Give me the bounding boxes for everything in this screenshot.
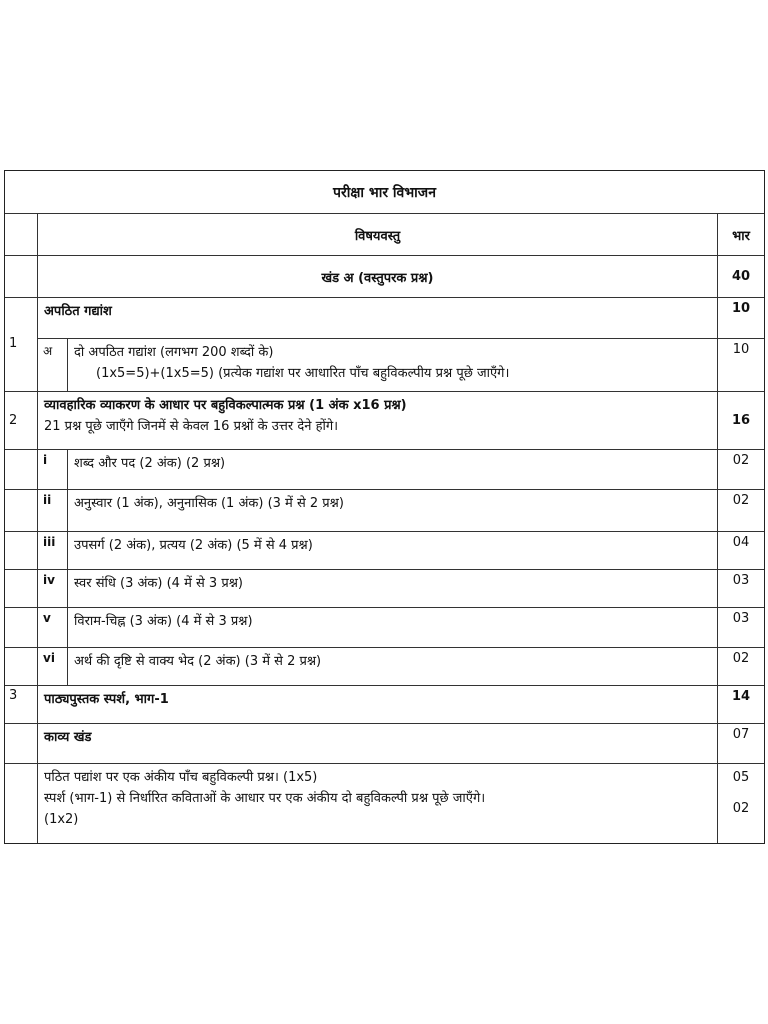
q1-sub-line2: (1x5=5)+(1x5=5) (प्रत्येक गद्यांश पर आधारित पाँच बहुविकल्पीय प्रश्न पूछे जाएँगे। [96,366,510,381]
q2-item-weight: 02 [732,453,750,468]
q2-row [5,391,764,449]
q3-kavya-row [5,723,764,763]
q1-body [38,298,764,391]
q3-weight: 14 [731,689,751,704]
q2-subtitle: 21 प्रश्न पूछे जाएँगे जिनमें से केवल 16 प्रश्नों के उत्तर देने होंगे। [44,419,339,434]
q3-detail-row [5,763,764,843]
q3-line2-weight: 02 [732,801,750,816]
q2-item-weight: 03 [732,611,750,626]
q3-line1-weight: 05 [732,770,750,785]
q2-number: 2 [5,392,38,449]
section-a-row [5,255,764,297]
q3-line3: (1x2) [44,812,79,827]
q2-item-weight: 02 [732,493,750,508]
q2-item-row [5,531,764,569]
q3-kavya-weight: 07 [732,727,750,742]
q2-item-blank [5,570,38,607]
q1-number: 1 [5,298,38,391]
q3-number: 3 [5,686,38,723]
q2-item-num: ii [38,490,68,531]
q2-item-weight: 04 [732,535,750,550]
q2-text [38,392,718,449]
q1-weight: 10 [731,301,751,316]
q1-sub-line1: दो अपठित गद्यांश (लगभग 200 शब्दों के) [74,345,274,360]
table-title-row [5,171,764,213]
q3-line2: स्पर्श (भाग-1) से निर्धारित कविताओं के आधार पर एक अंकीय दो बहुविकल्पी प्रश्न पूछे जाएँगे। [44,791,486,806]
q2-item-row [5,489,764,531]
q1-sub [38,339,718,391]
q3-detail-blank [5,764,38,843]
section-a-num-cell [5,256,38,297]
table-title: परीक्षा भार विभाजन [333,184,436,201]
q2-item-num: vi [38,648,68,685]
header-num-cell [5,214,38,255]
q3-detail-text [38,764,718,843]
q2-item-num: v [38,608,68,647]
q2-item-num: i [38,450,68,489]
q2-item-blank [5,608,38,647]
q2-item-text: उपसर्ग (2 अंक), प्रत्यय (2 अंक) (5 में से 4 प्रश्न) [74,538,313,553]
q2-item-row [5,647,764,685]
q2-item-text: अनुस्वार (1 अंक), अनुनासिक (1 अंक) (3 में से 2 प्रश्न) [74,496,344,511]
q2-weight: 16 [731,413,751,428]
q1-title: अपठित गद्यांश [38,298,718,338]
q2-item-text: अर्थ की दृष्टि से वाक्य भेद (2 अंक) (3 में से 2 प्रश्न) [74,654,322,669]
q2-item-num: iii [38,532,68,569]
q3-detail-weights [718,764,764,843]
section-a-weight: 40 [731,269,751,284]
q2-item-text: स्वर संधि (3 अंक) (4 में से 3 प्रश्न) [74,576,243,591]
q1-sub-row [38,339,764,391]
q1-sub-weight: 10 [732,342,750,357]
q1-sub-num: अ [38,339,68,391]
header-weight: भार [732,228,750,244]
q2-item-row [5,569,764,607]
q2-item-blank [5,490,38,531]
q2-item-text: शब्द और पद (2 अंक) (2 प्रश्न) [74,456,226,471]
q2-item-weight: 03 [732,573,750,588]
q2-item-row [5,607,764,647]
q2-item-blank [5,648,38,685]
q3-row [5,685,764,723]
q1-row [5,297,764,391]
exam-weightage-table [4,170,765,844]
header-row [5,213,764,255]
header-content: विषयवस्तु [38,214,718,255]
q1-title-row [38,298,764,339]
q2-title: व्यावहारिक व्याकरण के आधार पर बहुविकल्पात्मक प्रश्न (1 अंक x16 प्रश्न) [44,398,407,413]
q3-line1: पठित पद्यांश पर एक अंकीय पाँच बहुविकल्पी प्रश्न। (1x5) [44,770,318,785]
q2-item-row [5,449,764,489]
q2-item-num: iv [38,570,68,607]
q3-title: पाठ्यपुस्तक स्पर्श, भाग-1 [38,686,718,723]
q1-sub-text [68,339,717,391]
q3-kavya-label: काव्य खंड [38,724,718,763]
section-a-label: खंड अ (वस्तुपरक प्रश्न) [38,256,718,297]
q3-kavya-blank [5,724,38,763]
q2-item-blank [5,450,38,489]
q2-item-blank [5,532,38,569]
q2-item-text: विराम-चिह्न (3 अंक) (4 में से 3 प्रश्न) [74,614,253,629]
q2-item-weight: 02 [732,651,750,666]
